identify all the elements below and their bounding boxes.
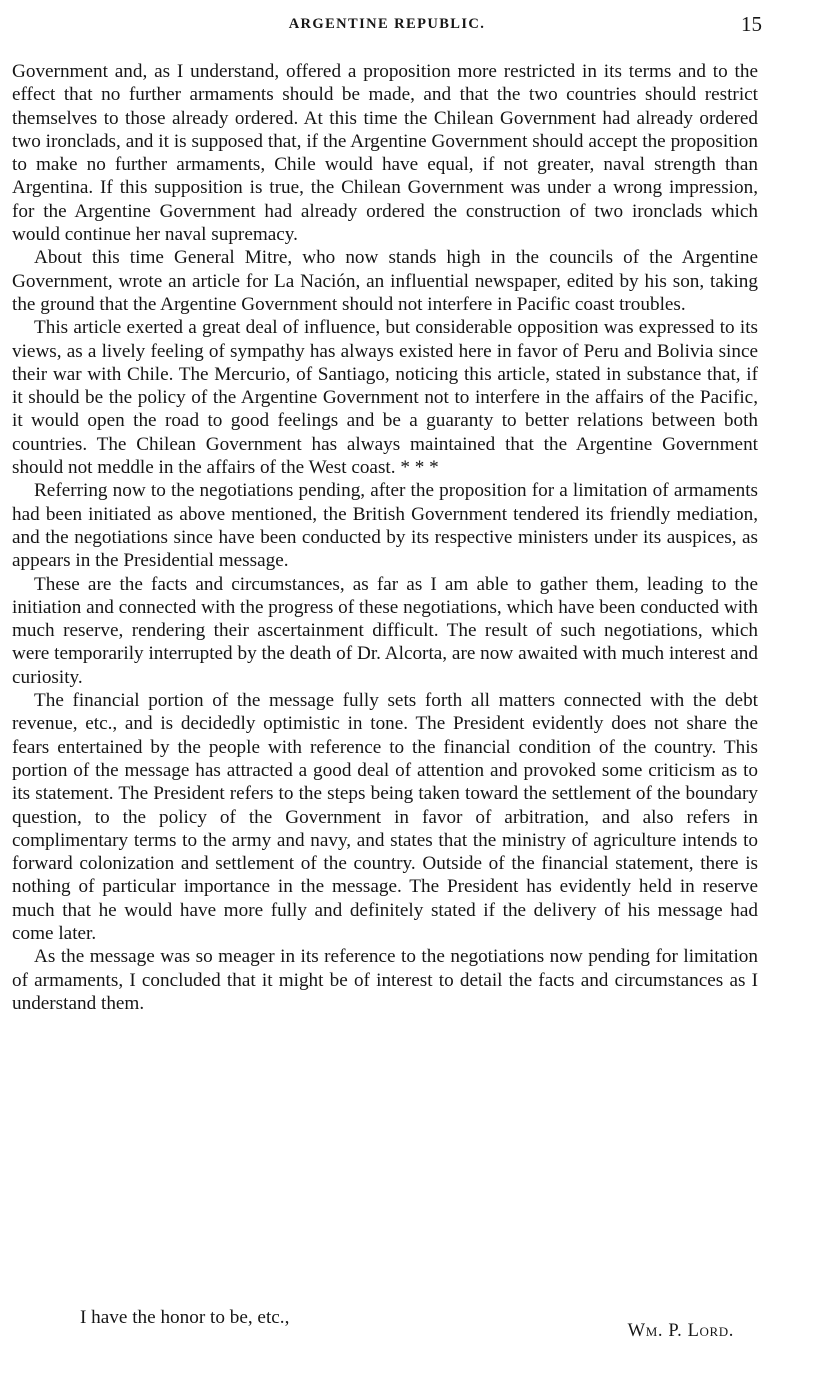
closing-line: I have the honor to be, etc., — [80, 1307, 290, 1328]
body-text — [12, 60, 758, 1015]
paragraph-general-mitre: About this time General Mitre, who now stands high in the councils of the Argentine Government, wrote an article for La Nación, an influential newspaper, edited by his son, taking the ground that the Argentine Government should not interfere in Pacific coast troubles. — [12, 247, 758, 315]
running-head — [12, 12, 762, 38]
running-title: ARGENTINE REPUBLIC. — [288, 16, 486, 32]
page-number: 15 — [741, 12, 762, 36]
paragraph-article-influence: This article exerted a great deal of influence, but considerable opposition was expressed to its views, as a lively feeling of sympathy has always existed here in favor of Peru and Bolivia since their war with Chile. The Mercurio, of Santiago, noticing this article, stated in substance that, if it should be the policy of the Argentine Government not to interfere in the affairs of the Pacific, it would open the road to good feelings and be a guaranty to better relations between both countries. The Chilean Government has always maintained that the Argentine Government should not meddle in the affairs of the West coast. * * * — [12, 317, 758, 479]
paragraph-financial-portion: The financial portion of the message fully sets forth all matters connected with the debt revenue, etc., and is decidedly optimistic in tone. The President evidently does not share the fears entertained by the people with reference to the financial condition of the country. This portion of the message has attracted a good deal of attention and provoked some criticism as to its statement. The President refers to the steps being taken toward the settlement of the boundary question, to the policy of the Government in favor of arbitration, and also refers in complimentary terms to the army and navy, and states that the ministry of agriculture intends to forward colonization and settlement of the country. Outside of the financial statement, there is nothing of particular importance in the message. The President has evidently held in reserve much that he would have more fully and definitely stated if the delivery of his message had come later. — [12, 690, 758, 944]
paragraph-armaments-proposition: Government and, as I understand, offered a proposition more restricted in its terms and to the effect that no further armaments should be made, and that the two countries should restrict themselves to those already ordered. At this time the Chilean Government had already ordered two ironclads, and it is supposed that, if the Argentine Government should accept the proposition to make no further armaments, Chile would have equal, if not greater, naval strength than Argentina. If this supposition is true, the Chilean Government was under a wrong impression, for the Argentine Government had already ordered the construction of two ironclads which would continue her naval supremacy. — [12, 61, 758, 246]
paragraph-british-mediation: Referring now to the negotiations pending, after the proposition for a limitation of armaments had been initiated as above mentioned, the British Government tendered its friendly mediation, and the negotiations since have been conducted by its respective ministers under its auspices, as appears in the Presidential message. — [12, 480, 758, 572]
paragraph-conclusion: As the message was so meager in its reference to the negotiations now pending for limitation of armaments, I concluded that it might be of interest to detail the facts and circumstances as I understand them. — [12, 946, 758, 1014]
signature: Wm. P. Lord. — [627, 1321, 734, 1341]
paragraph-facts-circumstances: These are the facts and circumstances, as far as I am able to gather them, leading to the initiation and connected with the progress of these negotiations, which have been conducted with much reserve, rendering their ascertainment difficult. The result of such negotiations, which were temporarily interrupted by the death of Dr. Alcorta, are now awaited with much interest and curiosity. — [12, 573, 758, 688]
